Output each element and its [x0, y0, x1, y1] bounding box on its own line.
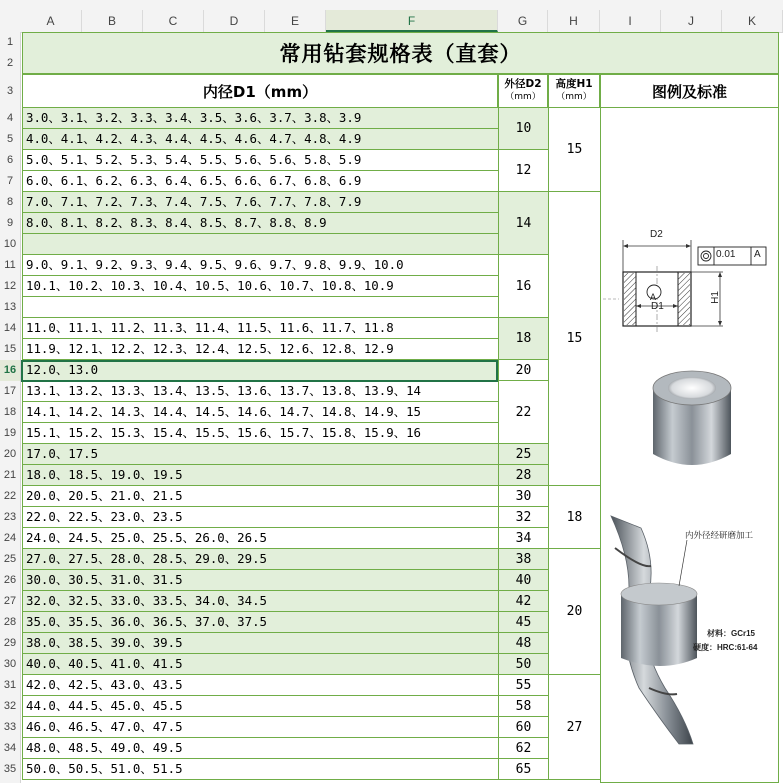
- header-outer-label: 外径D2: [504, 78, 542, 90]
- outer-diameter-cell[interactable]: 62: [498, 738, 548, 759]
- height-cell[interactable]: 18: [548, 486, 600, 549]
- inner-diameter-cell[interactable]: 3.0、3.1、3.2、3.3、3.4、3.5、3.6、3.7、3.8、3.9: [22, 108, 498, 129]
- inner-diameter-cell[interactable]: 6.0、6.1、6.2、6.3、6.4、6.5、6.6、6.7、6.8、6.9: [22, 171, 498, 192]
- bushing-photo[interactable]: [601, 360, 779, 485]
- label-hardness: 硬度：HRC:61-64: [693, 643, 758, 652]
- row-header-11[interactable]: 11: [4, 259, 16, 271]
- column-header-a[interactable]: A: [20, 10, 82, 32]
- outer-diameter-cell[interactable]: 42: [498, 591, 548, 612]
- label-h1: H1: [709, 291, 721, 304]
- row-header-10[interactable]: 10: [3, 238, 17, 250]
- inner-diameter-cell[interactable]: 40.0、40.5、41.0、41.5: [22, 654, 498, 675]
- outer-diameter-cell[interactable]: 65: [498, 759, 548, 780]
- row-header-14[interactable]: 14: [3, 322, 17, 334]
- row-header-27[interactable]: 27: [3, 595, 17, 607]
- row-header-5[interactable]: 5: [6, 133, 14, 145]
- column-header-e[interactable]: E: [265, 10, 326, 32]
- row-header-25[interactable]: 25: [3, 553, 17, 565]
- inner-diameter-cell[interactable]: 14.1、14.2、14.3、14.4、14.5、14.6、14.7、14.8、14.9、15: [22, 402, 498, 423]
- outer-diameter-cell[interactable]: 58: [498, 696, 548, 717]
- outer-diameter-cell[interactable]: 34: [498, 528, 548, 549]
- inner-diameter-cell[interactable]: 4.0、4.1、4.2、4.3、4.4、4.5、4.6、4.7、4.8、4.9: [22, 129, 498, 150]
- inner-diameter-cell[interactable]: 9.0、9.1、9.2、9.3、9.4、9.5、9.6、9.7、9.8、9.9、10.0: [22, 255, 498, 276]
- inner-diameter-cell[interactable]: 35.0、35.5、36.0、36.5、37.0、37.5: [22, 612, 498, 633]
- inner-diameter-cell[interactable]: 10.1、10.2、10.3、10.4、10.5、10.6、10.7、10.8、10.9: [22, 276, 498, 297]
- row-header-15[interactable]: 15: [3, 343, 17, 355]
- outer-diameter-cell[interactable]: 32: [498, 507, 548, 528]
- row-header-24[interactable]: 24: [3, 532, 17, 544]
- inner-diameter-cell[interactable]: 42.0、42.5、43.0、43.5: [22, 675, 498, 696]
- inner-diameter-cell[interactable]: 12.0、13.0: [22, 360, 498, 381]
- row-header-26[interactable]: 26: [3, 574, 17, 586]
- row-header-28[interactable]: 28: [3, 616, 17, 628]
- outer-diameter-cell[interactable]: 14: [498, 192, 548, 255]
- header-height-label: 高度H1: [555, 78, 593, 90]
- outer-diameter-cell[interactable]: 30: [498, 486, 548, 507]
- column-header-bar: [0, 0, 783, 33]
- outer-diameter-cell[interactable]: 50: [498, 654, 548, 675]
- row-header-34[interactable]: 34: [3, 742, 17, 754]
- inner-diameter-cell[interactable]: 5.0、5.1、5.2、5.3、5.4、5.5、5.6、5.6、5.8、5.9: [22, 150, 498, 171]
- outer-diameter-cell[interactable]: 18: [498, 318, 548, 360]
- label-material: 材料：GCr15: [707, 629, 756, 638]
- row-header-29[interactable]: 29: [3, 637, 17, 649]
- column-header-i[interactable]: I: [600, 10, 661, 32]
- inner-diameter-cell[interactable]: 22.0、22.5、23.0、23.5: [22, 507, 498, 528]
- row-header-16[interactable]: 16: [0, 360, 20, 381]
- height-cell[interactable]: 15: [548, 108, 600, 192]
- row-header-33[interactable]: 33: [3, 721, 17, 733]
- column-header-c[interactable]: C: [143, 10, 204, 32]
- inner-diameter-cell[interactable]: 30.0、30.5、31.0、31.5: [22, 570, 498, 591]
- inner-diameter-cell[interactable]: 50.0、50.5、51.0、51.5: [22, 759, 498, 780]
- header-height[interactable]: [548, 74, 600, 108]
- row-header-22[interactable]: 22: [3, 490, 17, 502]
- inner-diameter-cell[interactable]: 24.0、24.5、25.0、25.5、26.0、26.5: [22, 528, 498, 549]
- label-datum-circle: A: [650, 292, 657, 302]
- outer-diameter-cell[interactable]: 28: [498, 465, 548, 486]
- outer-diameter-cell[interactable]: 45: [498, 612, 548, 633]
- inner-diameter-cell[interactable]: 11.9、12.1、12.2、12.3、12.4、12.5、12.6、12.8、12.9: [22, 339, 498, 360]
- figure-cell[interactable]: [600, 108, 779, 783]
- row-header-30[interactable]: 30: [3, 658, 17, 670]
- row-header-32[interactable]: 32: [3, 700, 17, 712]
- outer-diameter-cell[interactable]: 48: [498, 633, 548, 654]
- label-datum: A: [754, 249, 761, 260]
- column-header-k[interactable]: K: [722, 10, 783, 32]
- label-tolerance: 0.01: [716, 249, 736, 260]
- inner-diameter-cell[interactable]: 18.0、18.5、19.0、19.5: [22, 465, 498, 486]
- row-header-4[interactable]: 4: [6, 112, 14, 124]
- label-d2: D2: [650, 229, 663, 240]
- column-header-g[interactable]: G: [498, 10, 548, 32]
- height-cell[interactable]: 27: [548, 675, 600, 780]
- inner-diameter-cell[interactable]: [22, 297, 498, 318]
- row-header-13[interactable]: 13: [3, 301, 17, 313]
- inner-diameter-cell[interactable]: 15.1、15.2、15.3、15.4、15.5、15.6、15.7、15.8、15.9、16: [22, 423, 498, 444]
- inner-diameter-cell[interactable]: 27.0、27.5、28.0、28.5、29.0、29.5: [22, 549, 498, 570]
- row-header-6[interactable]: 6: [6, 154, 14, 166]
- outer-diameter-cell[interactable]: 38: [498, 549, 548, 570]
- row-header-17[interactable]: 17: [3, 385, 17, 397]
- bushing-drawing[interactable]: [601, 226, 779, 356]
- header-outer-diameter[interactable]: [498, 74, 548, 108]
- page-title[interactable]: 常用钻套规格表（直套）: [22, 32, 779, 74]
- inner-diameter-cell[interactable]: 32.0、32.5、33.0、33.5、34.0、34.5: [22, 591, 498, 612]
- column-header-d[interactable]: D: [204, 10, 265, 32]
- row-header-19[interactable]: 19: [3, 427, 17, 439]
- column-header-b[interactable]: B: [82, 10, 143, 32]
- inner-diameter-cell[interactable]: [22, 234, 498, 255]
- outer-diameter-cell[interactable]: 20: [498, 360, 548, 381]
- header-height-unit: （mm）: [556, 92, 592, 102]
- column-header-h[interactable]: H: [548, 10, 600, 32]
- header-inner-diameter[interactable]: 内径D1（mm）: [22, 74, 498, 108]
- row-header-7[interactable]: 7: [6, 175, 14, 187]
- row-header-23[interactable]: 23: [3, 511, 17, 523]
- outer-diameter-cell[interactable]: 40: [498, 570, 548, 591]
- header-figure[interactable]: 图例及标准: [600, 74, 779, 108]
- inner-diameter-cell[interactable]: 7.0、7.1、7.2、7.3、7.4、7.5、7.6、7.7、7.8、7.9: [22, 192, 498, 213]
- row-header-18[interactable]: 18: [3, 406, 17, 418]
- row-header-8[interactable]: 8: [6, 196, 14, 208]
- inner-diameter-cell[interactable]: 46.0、46.5、47.0、47.5: [22, 717, 498, 738]
- height-cell[interactable]: 15: [548, 192, 600, 486]
- inner-diameter-cell[interactable]: 44.0、44.5、45.0、45.5: [22, 696, 498, 717]
- row-header-1[interactable]: 1: [6, 36, 14, 48]
- inner-diameter-cell[interactable]: 17.0、17.5: [22, 444, 498, 465]
- outer-diameter-cell[interactable]: 60: [498, 717, 548, 738]
- outer-diameter-cell[interactable]: 22: [498, 381, 548, 444]
- inner-diameter-cell[interactable]: 48.0、48.5、49.0、49.5: [22, 738, 498, 759]
- column-header-j[interactable]: J: [661, 10, 722, 32]
- row-header-3[interactable]: 3: [6, 85, 14, 97]
- outer-diameter-cell[interactable]: 25: [498, 444, 548, 465]
- row-header-2[interactable]: 2: [6, 57, 14, 69]
- callout-ground: 内外径经研磨加工: [685, 530, 754, 540]
- outer-diameter-cell[interactable]: 55: [498, 675, 548, 696]
- inner-diameter-cell[interactable]: 38.0、38.5、39.0、39.5: [22, 633, 498, 654]
- outer-diameter-cell[interactable]: 16: [498, 255, 548, 318]
- row-header-35[interactable]: 35: [3, 763, 17, 775]
- row-header-21[interactable]: 21: [3, 469, 17, 481]
- row-header-12[interactable]: 12: [3, 280, 17, 292]
- inner-diameter-cell[interactable]: 11.0、11.1、11.2、11.3、11.4、11.5、11.6、11.7、11.8: [22, 318, 498, 339]
- inner-diameter-cell[interactable]: 8.0、8.1、8.2、8.3、8.4、8.5、8.7、8.8、8.9: [22, 213, 498, 234]
- row-header-31[interactable]: 31: [3, 679, 17, 691]
- outer-diameter-cell[interactable]: 10: [498, 108, 548, 150]
- row-header-20[interactable]: 20: [3, 448, 17, 460]
- header-outer-unit: （mm）: [505, 92, 541, 102]
- row-header-9[interactable]: 9: [6, 217, 14, 229]
- select-all-corner[interactable]: [0, 10, 20, 32]
- outer-diameter-cell[interactable]: 12: [498, 150, 548, 192]
- height-cell[interactable]: 20: [548, 549, 600, 675]
- inner-diameter-cell[interactable]: 13.1、13.2、13.3、13.4、13.5、13.6、13.7、13.8、13.9、14: [22, 381, 498, 402]
- inner-diameter-cell[interactable]: 20.0、20.5、21.0、21.5: [22, 486, 498, 507]
- label-d1: D1: [651, 301, 664, 312]
- column-header-f[interactable]: F: [326, 10, 498, 32]
